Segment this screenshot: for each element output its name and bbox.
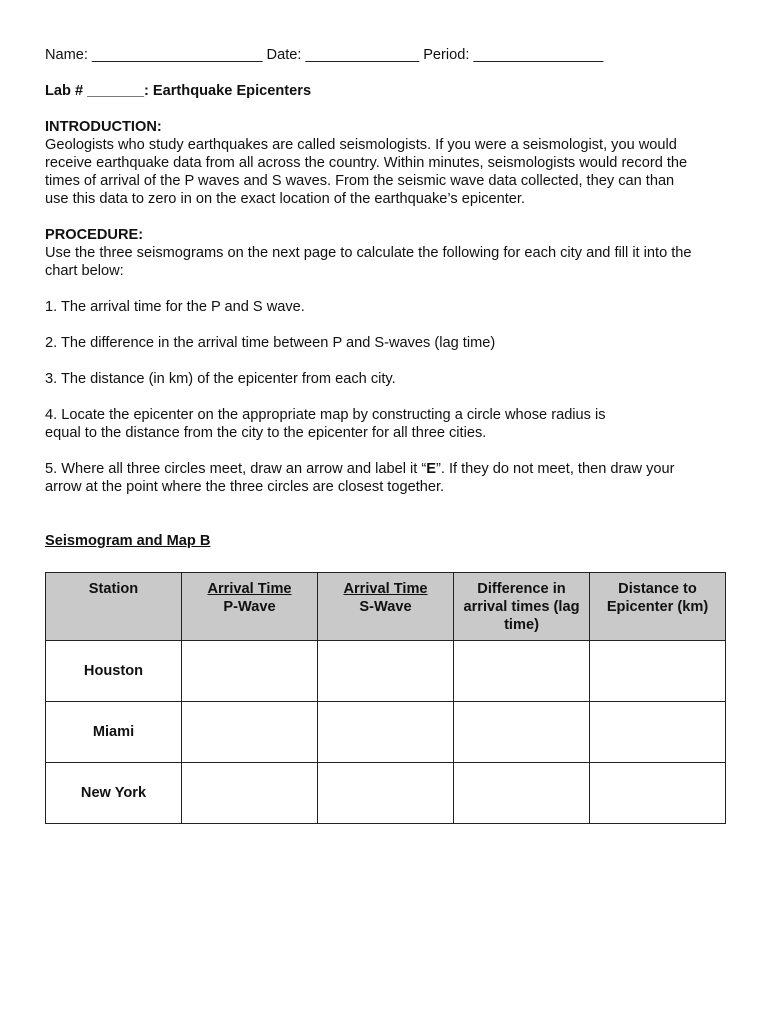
procedure-step-3: 3. The distance (in km) of the epicenter from each city.	[45, 371, 396, 387]
distance-cell-miami[interactable]	[590, 702, 726, 763]
header-difference-line-3: time)	[504, 617, 539, 633]
station-cell-new-york: New York	[46, 763, 182, 824]
lab-title	[45, 82, 725, 100]
header-difference-line-1: Difference in	[477, 581, 566, 597]
table-row	[46, 702, 726, 763]
procedure-step-4-line-2: equal to the distance from the city to the epicenter for all three cities.	[45, 425, 487, 441]
difference-cell-new-york[interactable]	[454, 763, 590, 824]
introduction-line-3: times of arrival of the P waves and S waves. From the seismic wave data collected, they can than	[45, 173, 675, 189]
procedure-step-2: 2. The difference in the arrival time between P and S-waves (lag time)	[45, 335, 496, 351]
header-p-wave-bottom: P-Wave	[223, 599, 276, 615]
table-row	[46, 641, 726, 702]
procedure-step-5-line-2: arrow at the point where the three circles are closest together.	[45, 479, 445, 495]
procedure-step-1: 1. The arrival time for the P and S wave.	[45, 299, 305, 315]
step-5-label-e: E	[426, 461, 436, 477]
header-distance-line-2: Epicenter (km)	[606, 599, 709, 615]
s-wave-cell-new-york[interactable]	[318, 763, 454, 824]
header-station	[46, 573, 182, 641]
procedure-step-5-line-1	[45, 460, 725, 478]
station-cell-miami: Miami	[46, 702, 182, 763]
table-header-row	[46, 573, 726, 641]
difference-cell-houston[interactable]	[454, 641, 590, 702]
distance-cell-houston[interactable]	[590, 641, 726, 702]
header-station-label: Station	[88, 581, 139, 597]
worksheet-page	[45, 46, 725, 550]
student-info-line	[45, 46, 725, 64]
header-difference-line-2: arrival times (lag	[463, 599, 580, 615]
s-wave-cell-miami[interactable]	[318, 702, 454, 763]
procedure-line-1: Use the three seismograms on the next page to calculate the following for each city and fill it into the	[45, 245, 692, 261]
epicenter-data-table	[45, 572, 726, 824]
p-wave-cell-houston[interactable]	[182, 641, 318, 702]
introduction-line-1: Geologists who study earthquakes are called seismologists. If you were a seismologist, you would	[45, 137, 677, 153]
step-5-text-before: 5. Where all three circles meet, draw an arrow and label it “	[45, 461, 427, 477]
seismogram-map-heading: Seismogram and Map B	[45, 533, 211, 549]
procedure-heading: PROCEDURE:	[45, 227, 144, 243]
header-s-wave-bottom: S-Wave	[359, 599, 412, 615]
header-distance-line-1: Distance to	[618, 581, 697, 597]
lab-number-field[interactable]: Lab # _______:	[45, 83, 153, 99]
difference-cell-miami[interactable]	[454, 702, 590, 763]
period-field[interactable]: Period: ________________	[423, 47, 604, 63]
header-s-wave	[318, 573, 454, 641]
header-p-wave-top: Arrival Time	[207, 581, 292, 597]
s-wave-cell-houston[interactable]	[318, 641, 454, 702]
station-cell-houston: Houston	[46, 641, 182, 702]
header-s-wave-top: Arrival Time	[343, 581, 428, 597]
date-field[interactable]: Date: ______________	[266, 47, 420, 63]
header-p-wave	[182, 573, 318, 641]
introduction-heading: INTRODUCTION:	[45, 119, 162, 135]
step-5-text-after: ”. If they do not meet, then draw your	[435, 461, 675, 477]
table-row	[46, 763, 726, 824]
introduction-line-2: receive earthquake data from all across the country. Within minutes, seismologists would record the	[45, 155, 688, 171]
procedure-line-2: chart below:	[45, 263, 124, 279]
name-field[interactable]: Name: _____________________	[45, 47, 263, 63]
distance-cell-new-york[interactable]	[590, 763, 726, 824]
procedure-step-4-line-1: 4. Locate the epicenter on the appropriate map by constructing a circle whose radius is	[45, 407, 606, 423]
introduction-line-4: use this data to zero in on the exact location of the earthquake’s epicenter.	[45, 191, 526, 207]
p-wave-cell-new-york[interactable]	[182, 763, 318, 824]
lab-title-text: Earthquake Epicenters	[152, 83, 312, 99]
p-wave-cell-miami[interactable]	[182, 702, 318, 763]
header-difference	[454, 573, 590, 641]
header-distance	[590, 573, 726, 641]
